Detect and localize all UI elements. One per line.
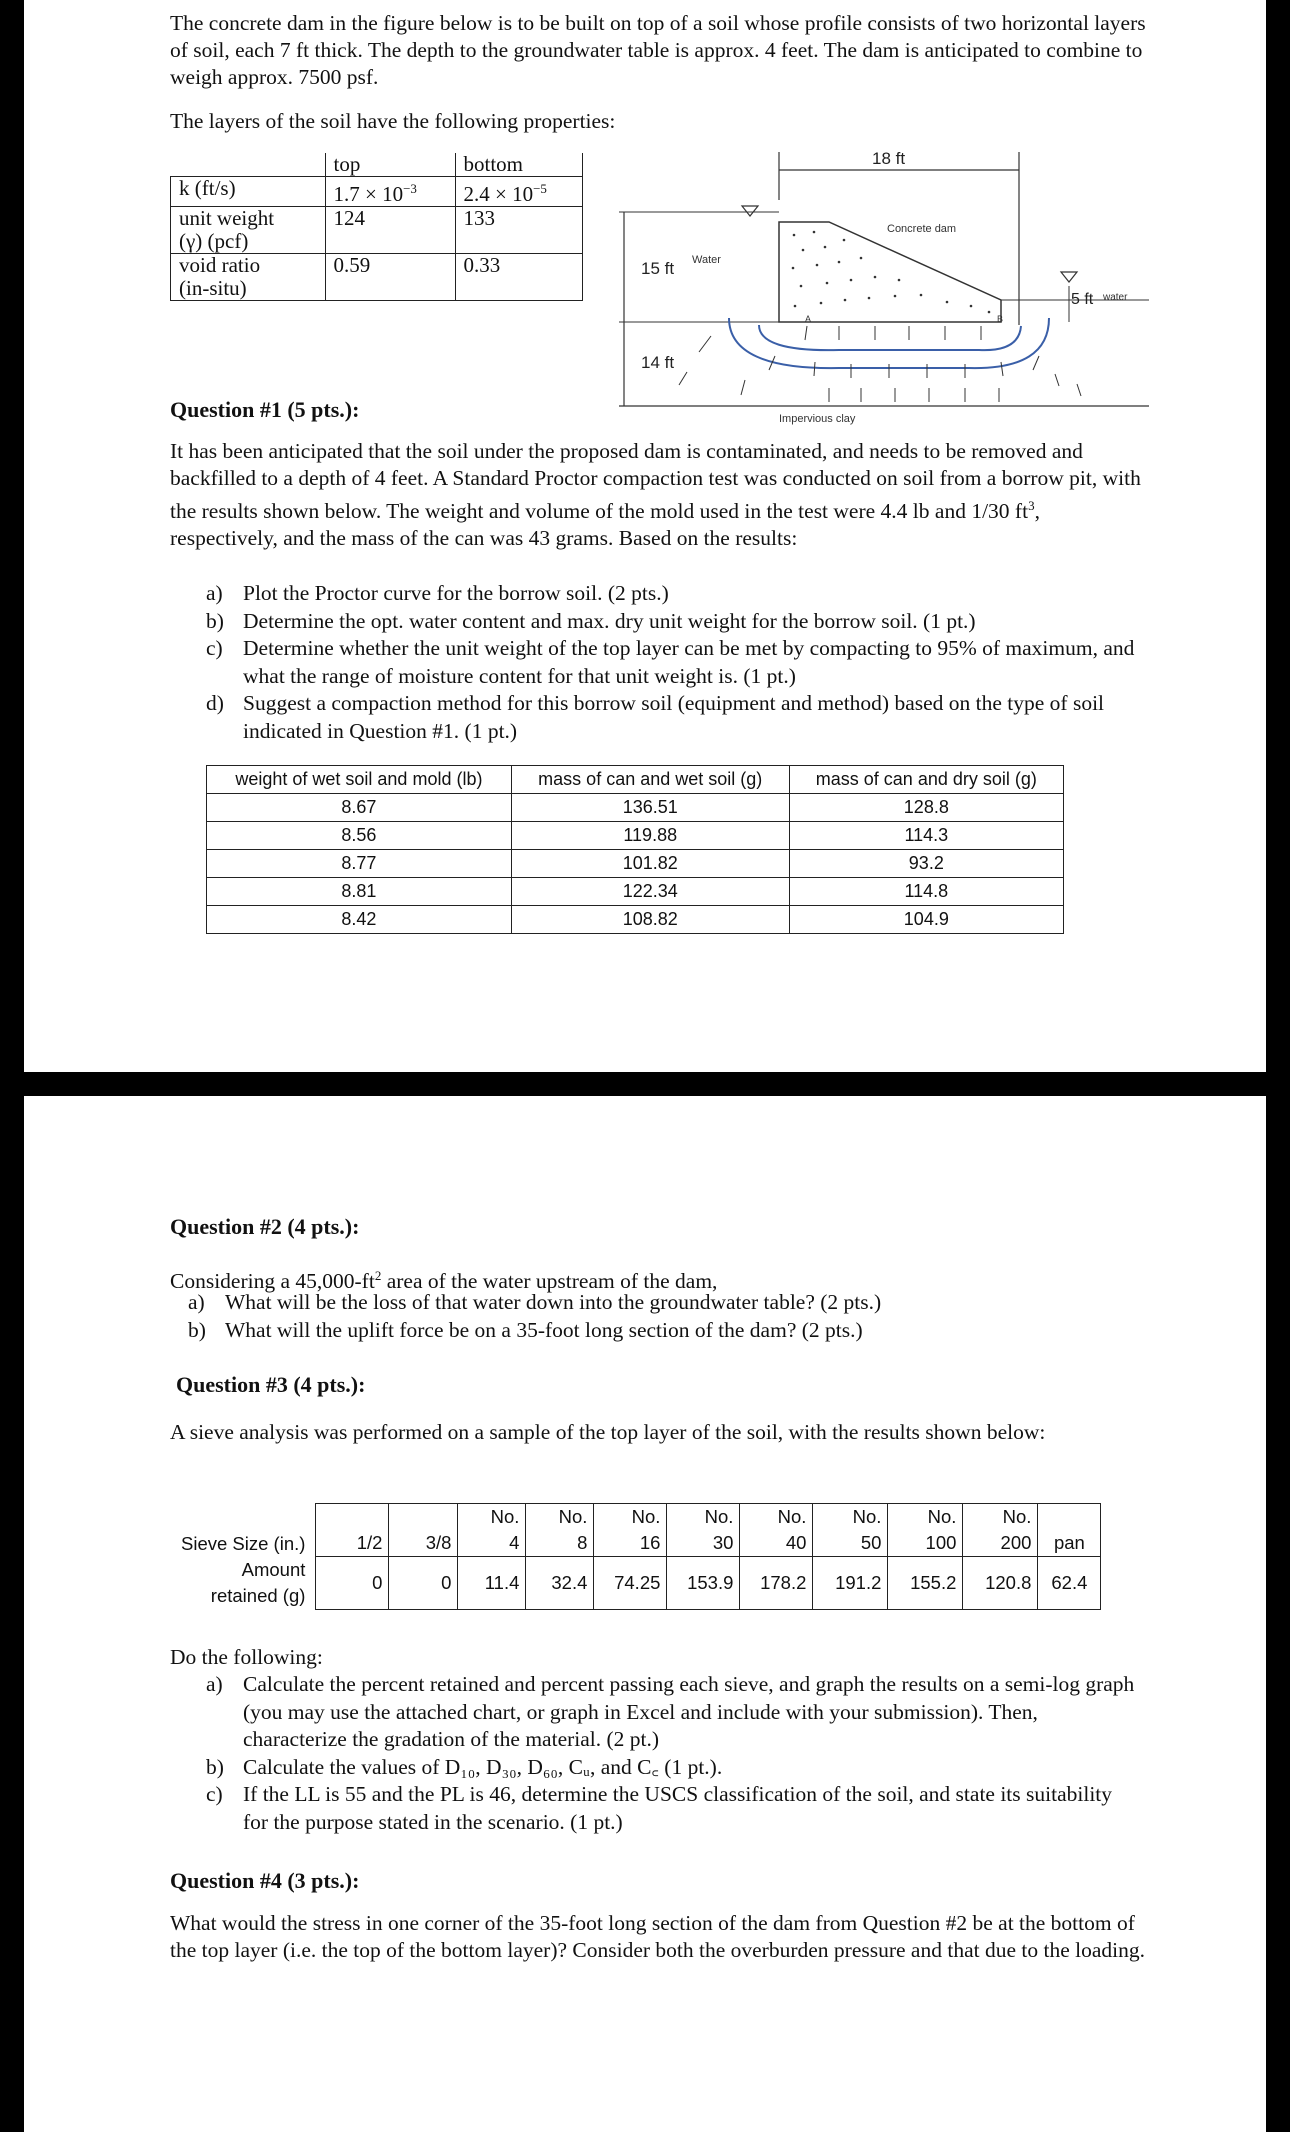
table-cell: 101.82: [511, 850, 789, 878]
page-2: [24, 1096, 1266, 2132]
sieve-size-cell: No. 30: [667, 1504, 740, 1557]
void-ratio-bottom: 0.33: [455, 254, 582, 301]
table-row: [207, 906, 1064, 934]
table-cell: 62.4: [1038, 1557, 1101, 1610]
table-cell: 128.8: [789, 794, 1063, 822]
table-cell: 120.8: [963, 1557, 1038, 1610]
do-following-label: Do the following:: [170, 1645, 323, 1669]
q1-item-c: c) Determine whether the unit weight of the top layer can be met by compacting to 95% of maximum, and what the range of moisture content for that unit weight is. (1 pt.): [206, 636, 1135, 688]
k-top: $1.7 \times 10^{-3}$: [325, 177, 455, 207]
sieve-size-label: Sieve Size (in.): [181, 1532, 306, 1554]
layers-intro: The layers of the soil have the following properties:: [170, 109, 616, 133]
proctor-results-table: [206, 765, 1064, 934]
sieve-size-row: [175, 1504, 1101, 1557]
row-void-ratio-label: void ratio (in-situ): [171, 254, 326, 301]
q4-heading: Question #4 (3 pts.):: [170, 1868, 360, 1893]
table-cell: 178.2: [740, 1557, 813, 1610]
table-row: [207, 850, 1064, 878]
proctor-col-header: weight of wet soil and mold (lb): [207, 766, 512, 794]
table-cell: 93.2: [789, 850, 1063, 878]
unit-weight-top: 124: [325, 207, 455, 254]
table-cell: 8.56: [207, 822, 512, 850]
q2-list: [188, 1289, 1138, 1344]
upstream-head-label: 15 ft: [641, 259, 675, 278]
q1-item-a: a) Plot the Proctor curve for the borrow soil. (2 pts.): [206, 581, 669, 605]
q2-item-a: a) What will be the loss of that water down into the groundwater table? (2 pts.): [188, 1290, 882, 1314]
table-cell: 104.9: [789, 906, 1063, 934]
q1-heading: Question #1 (5 pts.):: [170, 397, 360, 422]
soil-properties-table: [170, 153, 583, 301]
unit-weight-bottom: 133: [455, 207, 582, 254]
q1-list: [206, 580, 1136, 745]
q1-text: It has been anticipated that the soil under the proposed dam is contaminated, and needs to be removed and backfilled to a depth of 4 feet. A Standard Proctor compaction test was conducted on soil from a borrow pit, with the results shown below. The weight and volume of the mold used in the test were 4.4 lb and 1/30 $ft^3$, respectively, and the mass of the can was 43 grams. Based on the results:: [170, 439, 1141, 551]
table-cell: 11.4: [458, 1557, 526, 1610]
table-cell: 155.2: [888, 1557, 963, 1610]
q2-heading: Question #2 (4 pts.):: [170, 1214, 360, 1239]
dam-label: Concrete dam: [887, 223, 957, 235]
table-cell: 136.51: [511, 794, 789, 822]
table-cell: 114.8: [789, 878, 1063, 906]
downstream-head-label: 5 ft: [1071, 291, 1094, 308]
void-ratio-top: 0.59: [325, 254, 455, 301]
point-b-label: B: [997, 314, 1004, 324]
q2-item-b: b) What will the uplift force be on a 35-foot long section of the dam? (2 pts.): [188, 1317, 863, 1342]
sieve-size-cell: 3/8: [389, 1504, 458, 1557]
table-cell: 8.42: [207, 906, 512, 934]
q3-heading: Question #3 (4 pts.):: [176, 1372, 366, 1397]
amount-retained-row: [175, 1557, 1101, 1610]
q3-list: [206, 1671, 1136, 1836]
q1-item-d: d) Suggest a compaction method for this borrow soil (equipment and method) based on the type of soil indicated in Question #1. (1 pt.): [206, 691, 1105, 743]
q1-item-b: b) Determine the opt. water content and max. dry unit weight for the borrow soil. (1 pt.): [206, 608, 976, 633]
col-top: top: [325, 153, 455, 177]
table-cell: 191.2: [813, 1557, 888, 1610]
equipotential-lines: [679, 326, 1081, 402]
table-cell: 8.67: [207, 794, 512, 822]
dam-width-label: 18 ft: [872, 149, 906, 168]
table-cell: 153.9: [667, 1557, 740, 1610]
table-row: [207, 878, 1064, 906]
table-cell: 8.77: [207, 850, 512, 878]
downstream-water-label: water: [1103, 292, 1128, 303]
sieve-analysis-table: [175, 1503, 1101, 1610]
proctor-header-row: [207, 766, 1064, 794]
sieve-size-cell: No. 50: [813, 1504, 888, 1557]
flow-net: [729, 318, 1049, 368]
table-cell: 74.25: [594, 1557, 667, 1610]
table-cell: 32.4: [526, 1557, 594, 1610]
proctor-col-header: mass of can and dry soil (g): [789, 766, 1063, 794]
sieve-size-cell: No. 4: [458, 1504, 526, 1557]
q3-text: A sieve analysis was performed on a sample of the top layer of the soil, with the results shown below:: [170, 1420, 1046, 1444]
q3-item-a: a) Calculate the percent retained and percent passing each sieve, and graph the results on a semi-log graph (you may use the attached chart, or graph in Excel and include with your submission). Then, characterize the gradation of the material. (2 pt.): [206, 1672, 1135, 1751]
row-k-label: k (ft/s): [171, 177, 326, 207]
sieve-size-cell: pan: [1038, 1504, 1101, 1557]
k-bottom: $2.4 \times 10^{-5}$: [455, 177, 582, 207]
table-cell: 119.88: [511, 822, 789, 850]
table-cell: 122.34: [511, 878, 789, 906]
col-bottom: bottom: [455, 153, 582, 177]
q4-text: What would the stress in one corner of the 35-foot long section of the dam from Question #2 be at the bottom of the top layer (i.e. the top of the bottom layer)? Consider both the overburden pressure and that due to the loading.: [170, 1911, 1145, 1962]
sieve-size-cell: No. 16: [594, 1504, 667, 1557]
sieve-size-cell: No. 100: [888, 1504, 963, 1557]
point-a-label: A: [805, 314, 812, 324]
water-label: Water: [692, 254, 721, 266]
water-level-icon-downstream: [1061, 272, 1077, 282]
sieve-size-cell: No. 200: [963, 1504, 1038, 1557]
table-cell: 8.81: [207, 878, 512, 906]
impervious-clay-label: Impervious clay: [779, 413, 856, 425]
depth-label: 14 ft: [641, 353, 675, 372]
table-cell: 0: [389, 1557, 458, 1610]
sieve-size-cell: No. 8: [526, 1504, 594, 1557]
table-cell: 114.3: [789, 822, 1063, 850]
page-1: [24, 0, 1266, 1072]
q3-item-b: b) Calculate the values of D₁₀, D₃₀, D₆₀, Cᵤ, and C꜀ (1 pt.).: [206, 1754, 723, 1779]
table-cell: 108.82: [511, 906, 789, 934]
concrete-dam: [779, 222, 1004, 324]
amount-retained-label: Amount retained (g): [210, 1559, 306, 1606]
water-level-icon: [742, 206, 758, 216]
intro-paragraph: The concrete dam in the figure below is to be built on top of a soil whose profile consists of two horizontal layers of soil, each 7 ft thick. The depth to the groundwater table is approx. 4 feet. The dam is anticipated to combine to weigh approx. 7500 psf.: [170, 11, 1146, 89]
table-cell: 0: [316, 1557, 389, 1610]
dam-cross-section-figure: [589, 140, 1149, 430]
q2-text: Considering a $45,000-ft^2$ area of the water upstream of the dam,: [170, 1268, 718, 1294]
row-unit-weight-label: unit weight (γ) (pcf): [171, 207, 326, 254]
q3-item-c: c) If the LL is 55 and the PL is 46, determine the USCS classification of the soil, and state its suitability for the purpose stated in the scenario. (1 pt.): [206, 1782, 1113, 1834]
proctor-col-header: mass of can and wet soil (g): [511, 766, 789, 794]
sieve-size-cell: 1/2: [316, 1504, 389, 1557]
table-row: [207, 822, 1064, 850]
table-row: [207, 794, 1064, 822]
sieve-size-cell: No. 40: [740, 1504, 813, 1557]
